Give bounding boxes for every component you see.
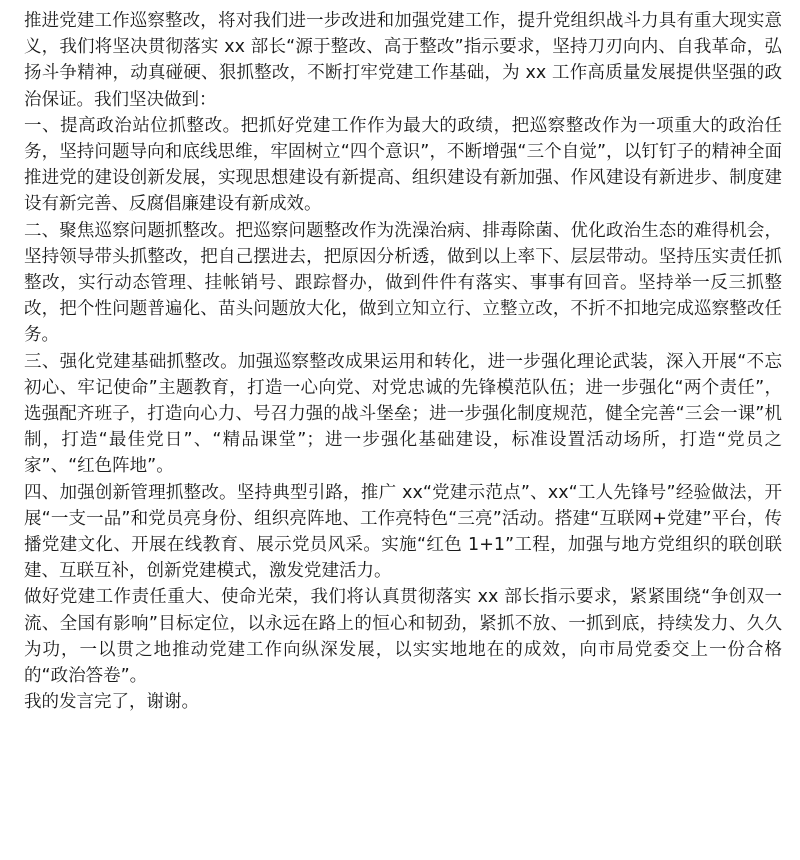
section-two-paragraph: 二、聚焦巡察问题抓整改。把巡察问题整改作为洗澡治病、排毒除菌、优化政治生态的难得机会，坚持领导带头抓整改，把自己摆进去，把原因分析透，做到以上率下、层层带动。坚持压实责任抓整改，实行动态管理、挂帐销号、跟踪督办，做到件件有落实、事事有回音。坚持举一反三抓整改，把个性问题普遍化、苗头问题放大化，做到立知立行、立整立改，不折不扣地完成巡察整改任务。 bbox=[24, 220, 782, 346]
section-one-paragraph: 一、提高政治站位抓整改。把抓好党建工作作为最大的政绩，把巡察整改作为一项重大的政治任务，坚持问题导向和底线思维，牢固树立“四个意识”，不断增强“三个自觉”，以钉钉子的精神全面推进党的建设创新发展，实现思想建设有新提高、组织建设有新加强、作风建设有新进步、制度建设有新完善、反腐倡廉建设有新成效。 bbox=[24, 115, 782, 215]
section-four-paragraph: 四、加强创新管理抓整改。坚持典型引路，推广 xx“党建示范点”、xx“工人先锋号”经验做法，开展“一支一品”和党员亮身份、组织亮阵地、工作亮特色“三亮”活动。搭建“互联网+党建”平台，传播党建文化、开展在线教育、展示党员风采。实施“红色 1+1”工程，加强与地方党组织的联创联建、互联互补，创新党建模式，激发党建活力。 bbox=[24, 482, 782, 582]
section-three-paragraph: 三、强化党建基础抓整改。加强巡察整改成果运用和转化，进一步强化理论武装，深入开展“不忘初心、牢记使命”主题教育，打造一心向党、对党忠诚的先锋模范队伍；进一步强化“两个责任”，选强配齐班子，打造向心力、号召力强的战斗堡垒；进一步强化制度规范，健全完善“三会一课”机制，打造“最佳党日”、“精品课堂”；进一步强化基础建设，标准设置活动场所，打造“党员之家”、“红色阵地”。 bbox=[24, 351, 782, 477]
closing-remark: 我的发言完了，谢谢。 bbox=[24, 692, 199, 713]
conclusion-paragraph: 做好党建工作责任重大、使命光荣，我们将认真贯彻落实 xx 部长指示要求，紧紧围绕“争创双一流、全国有影响”目标定位，以永远在路上的恒心和韧劲，紧抓不放、一抓到底，持续发力、久久为功，一以贯之地推动党建工作向纵深发展，以实实地地在的成效，向市局党委交上一份合格的“政治答卷”。 bbox=[24, 587, 782, 687]
speech-document bbox=[24, 8, 782, 715]
intro-paragraph: 推进党建工作巡察整改，将对我们进一步改进和加强党建工作，提升党组织战斗力具有重大现实意义，我们将坚决贯彻落实 xx 部长“源于整改、高于整改”指示要求，坚持刀刃向内、自我革命，弘扬斗争精神，动真碰硬、狠抓整改，不断打牢党建工作基础，为 xx 工作高质量发展提供坚强的政治保证。我们坚决做到： bbox=[24, 11, 782, 110]
